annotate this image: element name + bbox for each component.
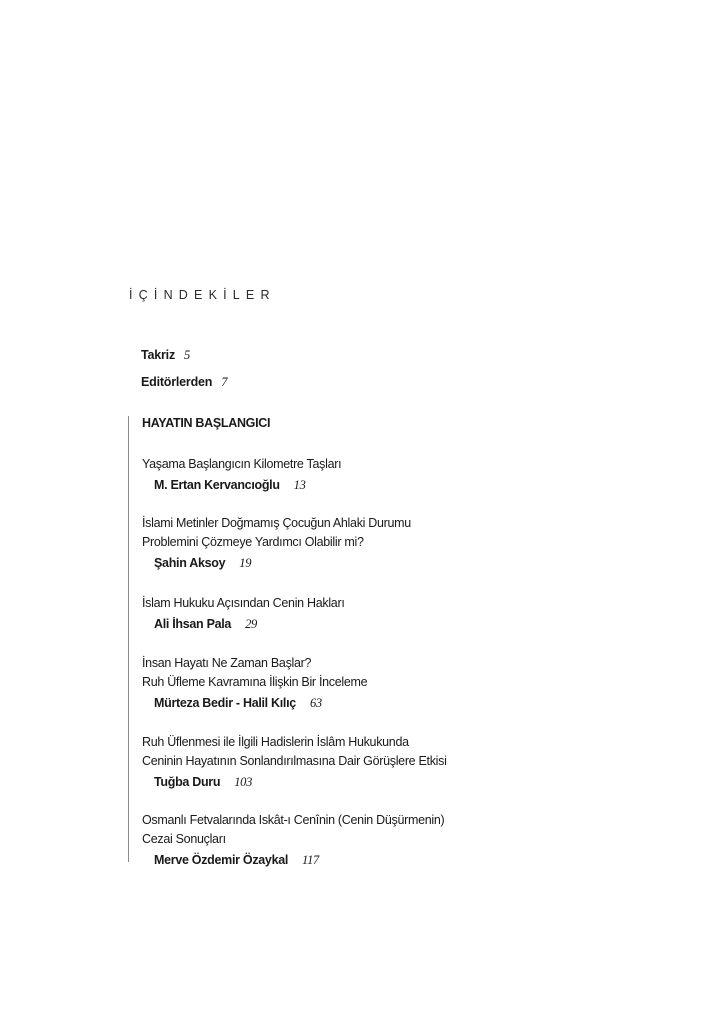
entry-author-row <box>154 771 447 793</box>
entry-author: Merve Özdemir Özaykal <box>154 853 289 867</box>
entry-author: Şahin Aksoy <box>154 556 226 570</box>
toc-entry[interactable] <box>142 811 444 871</box>
toc-item-label: Takriz <box>141 348 175 362</box>
toc-section <box>128 416 689 867</box>
entry-title-line: İslami Metinler Doğmamış Çocuğun Ahlaki Durumu <box>142 516 411 530</box>
entry-title-line: Yaşama Başlangıcın Kilometre Taşları <box>142 457 342 471</box>
entry-title-line: İnsan Hayatı Ne Zaman Başlar? <box>142 656 312 670</box>
toc-entry[interactable] <box>142 733 447 793</box>
page-number: 7 <box>221 375 228 389</box>
entry-author: Tuğba Duru <box>154 775 221 789</box>
page-number: 29 <box>245 617 257 631</box>
toc-entry[interactable] <box>142 455 341 496</box>
page-number: 63 <box>309 696 322 710</box>
toc-entry[interactable] <box>142 594 345 635</box>
toc-entry[interactable] <box>142 654 367 714</box>
entry-title-line: Ceninin Hayatının Sonlandırılmasına Dair Görüşlere Etkisi <box>142 754 447 768</box>
page-number: 19 <box>239 556 252 570</box>
toc-entry[interactable] <box>142 514 411 574</box>
entry-author-row <box>154 692 367 714</box>
page-number: 5 <box>184 348 191 362</box>
toc-item-label: Editörlerden <box>141 375 213 389</box>
entry-title-line: İslam Hukuku Açısından Cenin Hakları <box>142 596 345 610</box>
page-number: 13 <box>293 478 306 492</box>
page-number: 103 <box>234 775 253 789</box>
toc-item-editorlerden[interactable] <box>141 375 227 402</box>
toc-item-takriz[interactable] <box>141 348 227 375</box>
entry-author: Mürteza Bedir - Halil Kılıç <box>154 696 296 710</box>
entry-author-row <box>154 474 341 496</box>
page-title: İÇİNDEKİLER <box>129 288 276 302</box>
entry-author-row <box>154 613 345 635</box>
entry-title-line: Ruh Üflenmesi ile İlgili Hadislerin İslâm Hukukunda <box>142 735 409 749</box>
entry-author: M. Ertan Kervancıoğlu <box>154 478 280 492</box>
entry-title-line: Problemini Çözmeye Yardımcı Olabilir mi? <box>142 535 364 549</box>
entry-title-line: Osmanlı Fetvalarında Iskât-ı Cenînin (Cenin Düşürmenin) <box>142 813 445 827</box>
entry-author-row <box>154 552 411 574</box>
entry-author: Ali İhsan Pala <box>154 617 232 631</box>
page-number: 117 <box>302 853 319 867</box>
intro-list <box>141 348 227 402</box>
section-title: HAYATIN BAŞLANGICI <box>142 416 271 430</box>
entry-title-line: Cezai Sonuçları <box>142 832 226 846</box>
entry-title-line: Ruh Üfleme Kavramına İlişkin Bir İnceleme <box>142 675 368 689</box>
entry-author-row <box>154 849 444 871</box>
